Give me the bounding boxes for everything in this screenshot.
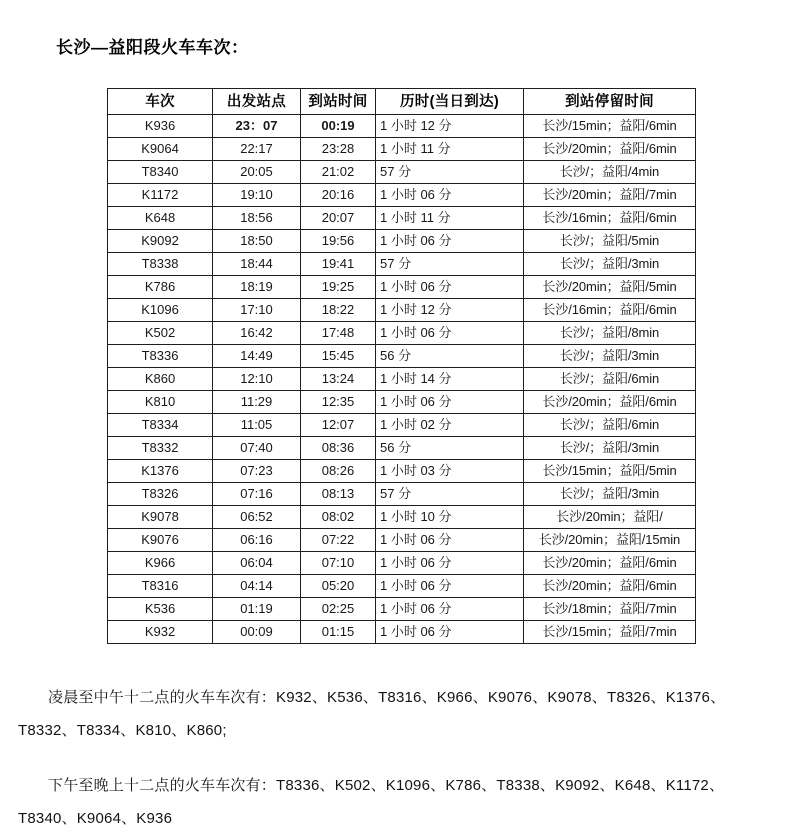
cell-duration: 57 分: [376, 253, 524, 276]
cell-duration: 1 小时 10 分: [376, 506, 524, 529]
cell-stop-duration: 长沙/20min；益阳/6min: [524, 552, 696, 575]
cell-stop-duration: 长沙/20min；益阳/5min: [524, 276, 696, 299]
cell-departure-time: 20:05: [213, 161, 301, 184]
table-row: [108, 322, 696, 345]
table-row: [108, 437, 696, 460]
cell-departure-time: 16:42: [213, 322, 301, 345]
cell-stop-duration: 长沙/20min；益阳/6min: [524, 138, 696, 161]
cell-train-number: T8336: [108, 345, 213, 368]
cell-train-number: T8334: [108, 414, 213, 437]
table-row: [108, 161, 696, 184]
cell-arrival-time: 08:02: [301, 506, 376, 529]
cell-duration: 1 小时 06 分: [376, 276, 524, 299]
cell-train-number: K648: [108, 207, 213, 230]
cell-duration: 1 小时 14 分: [376, 368, 524, 391]
table-row: [108, 368, 696, 391]
cell-departure-time: 01:19: [213, 598, 301, 621]
cell-train-number: K860: [108, 368, 213, 391]
cell-duration: 1 小时 12 分: [376, 115, 524, 138]
cell-duration: 1 小时 06 分: [376, 575, 524, 598]
cell-stop-duration: 长沙/；益阳/3min: [524, 483, 696, 506]
cell-train-number: K9076: [108, 529, 213, 552]
cell-train-number: K936: [108, 115, 213, 138]
cell-arrival-time: 15:45: [301, 345, 376, 368]
cell-departure-time: 07:16: [213, 483, 301, 506]
cell-stop-duration: 长沙/20min；益阳/6min: [524, 575, 696, 598]
cell-train-number: K786: [108, 276, 213, 299]
cell-arrival-time: 05:20: [301, 575, 376, 598]
cell-arrival-time: 08:36: [301, 437, 376, 460]
cell-train-number: K1376: [108, 460, 213, 483]
cell-duration: 1 小时 06 分: [376, 598, 524, 621]
column-header-train-number: 车次: [108, 89, 213, 115]
column-header-arrival-time: 到站时间: [301, 89, 376, 115]
note-evening-trains: 下午至晚上十二点的火车车次有：T8336、K502、K1096、K786、T8338、K9092、K648、K1172、T8340、K9064、K936: [18, 777, 725, 827]
table-row: [108, 207, 696, 230]
cell-departure-time: 14:49: [213, 345, 301, 368]
cell-duration: 56 分: [376, 437, 524, 460]
cell-stop-duration: 长沙/15min；益阳/7min: [524, 621, 696, 644]
table-row: [108, 575, 696, 598]
table-row: [108, 598, 696, 621]
cell-train-number: T8332: [108, 437, 213, 460]
cell-duration: 57 分: [376, 161, 524, 184]
cell-stop-duration: 长沙/；益阳/6min: [524, 368, 696, 391]
cell-duration: 1 小时 12 分: [376, 299, 524, 322]
cell-stop-duration: 长沙/15min；益阳/5min: [524, 460, 696, 483]
cell-stop-duration: 长沙/16min；益阳/6min: [524, 207, 696, 230]
cell-departure-time: 18:50: [213, 230, 301, 253]
cell-train-number: K9092: [108, 230, 213, 253]
cell-stop-duration: 长沙/；益阳/3min: [524, 437, 696, 460]
cell-stop-duration: 长沙/；益阳/3min: [524, 253, 696, 276]
cell-arrival-time: 19:25: [301, 276, 376, 299]
cell-arrival-time: 08:26: [301, 460, 376, 483]
cell-stop-duration: 长沙/16min；益阳/6min: [524, 299, 696, 322]
cell-departure-time: 18:56: [213, 207, 301, 230]
cell-arrival-time: 20:16: [301, 184, 376, 207]
cell-train-number: K9064: [108, 138, 213, 161]
table-row: [108, 138, 696, 161]
cell-arrival-time: 19:41: [301, 253, 376, 276]
cell-train-number: K1172: [108, 184, 213, 207]
cell-stop-duration: 长沙/20min；益阳/6min: [524, 391, 696, 414]
table-body: [108, 115, 696, 644]
cell-train-number: T8340: [108, 161, 213, 184]
table-row: [108, 414, 696, 437]
table-row: [108, 299, 696, 322]
cell-arrival-time: 00:19: [301, 115, 376, 138]
cell-stop-duration: 长沙/；益阳/4min: [524, 161, 696, 184]
cell-train-number: K810: [108, 391, 213, 414]
cell-stop-duration: 长沙/18min；益阳/7min: [524, 598, 696, 621]
table-header-row: [108, 89, 696, 115]
cell-arrival-time: 23:28: [301, 138, 376, 161]
cell-duration: 1 小时 11 分: [376, 207, 524, 230]
table-row: [108, 276, 696, 299]
cell-train-number: T8338: [108, 253, 213, 276]
table-row: [108, 253, 696, 276]
cell-arrival-time: 18:22: [301, 299, 376, 322]
table-row: [108, 529, 696, 552]
cell-stop-duration: 长沙/20min；益阳/15min: [524, 529, 696, 552]
train-schedule-table-container: [107, 88, 695, 644]
cell-arrival-time: 01:15: [301, 621, 376, 644]
cell-departure-time: 06:16: [213, 529, 301, 552]
column-header-departure-time: 出发站点: [213, 89, 301, 115]
cell-arrival-time: 21:02: [301, 161, 376, 184]
column-header-duration: 历时(当日到达): [376, 89, 524, 115]
cell-duration: 1 小时 06 分: [376, 552, 524, 575]
cell-train-number: T8316: [108, 575, 213, 598]
cell-duration: 56 分: [376, 345, 524, 368]
cell-arrival-time: 12:35: [301, 391, 376, 414]
cell-duration: 1 小时 06 分: [376, 621, 524, 644]
table-row: [108, 552, 696, 575]
table-row: [108, 621, 696, 644]
cell-departure-time: 07:40: [213, 437, 301, 460]
cell-duration: 1 小时 06 分: [376, 322, 524, 345]
cell-train-number: K966: [108, 552, 213, 575]
cell-departure-time: 00:09: [213, 621, 301, 644]
cell-departure-time: 07:23: [213, 460, 301, 483]
cell-arrival-time: 20:07: [301, 207, 376, 230]
cell-train-number: K536: [108, 598, 213, 621]
cell-departure-time: 11:29: [213, 391, 301, 414]
cell-departure-time: 19:10: [213, 184, 301, 207]
cell-duration: 1 小时 02 分: [376, 414, 524, 437]
cell-duration: 1 小时 03 分: [376, 460, 524, 483]
cell-train-number: K502: [108, 322, 213, 345]
cell-arrival-time: 19:56: [301, 230, 376, 253]
cell-arrival-time: 02:25: [301, 598, 376, 621]
cell-stop-duration: 长沙/15min；益阳/6min: [524, 115, 696, 138]
cell-train-number: K9078: [108, 506, 213, 529]
cell-arrival-time: 17:48: [301, 322, 376, 345]
cell-stop-duration: 长沙/；益阳/3min: [524, 345, 696, 368]
cell-arrival-time: 13:24: [301, 368, 376, 391]
cell-departure-time: 11:05: [213, 414, 301, 437]
cell-arrival-time: 07:10: [301, 552, 376, 575]
column-header-stop-duration: 到站停留时间: [524, 89, 696, 115]
cell-departure-time: 17:10: [213, 299, 301, 322]
cell-duration: 1 小时 06 分: [376, 529, 524, 552]
cell-departure-time: 18:44: [213, 253, 301, 276]
cell-train-number: T8326: [108, 483, 213, 506]
cell-departure-time: 06:52: [213, 506, 301, 529]
table-row: [108, 483, 696, 506]
cell-duration: 57 分: [376, 483, 524, 506]
cell-train-number: K932: [108, 621, 213, 644]
cell-stop-duration: 长沙/；益阳/5min: [524, 230, 696, 253]
cell-arrival-time: 08:13: [301, 483, 376, 506]
table-row: [108, 184, 696, 207]
cell-duration: 1 小时 06 分: [376, 391, 524, 414]
cell-departure-time: 23：07: [213, 115, 301, 138]
table-row: [108, 345, 696, 368]
table-row: [108, 506, 696, 529]
cell-arrival-time: 07:22: [301, 529, 376, 552]
cell-departure-time: 18:19: [213, 276, 301, 299]
cell-duration: 1 小时 06 分: [376, 184, 524, 207]
table-row: [108, 115, 696, 138]
table-row: [108, 391, 696, 414]
cell-stop-duration: 长沙/20min；益阳/: [524, 506, 696, 529]
train-schedule-table: [107, 88, 696, 644]
cell-duration: 1 小时 11 分: [376, 138, 524, 161]
cell-stop-duration: 长沙/；益阳/6min: [524, 414, 696, 437]
cell-departure-time: 06:04: [213, 552, 301, 575]
cell-departure-time: 04:14: [213, 575, 301, 598]
cell-departure-time: 12:10: [213, 368, 301, 391]
table-row: [108, 460, 696, 483]
note-morning-trains: 凌晨至中午十二点的火车车次有：K932、K536、T8316、K966、K9076、K9078、T8326、K1376、T8332、T8334、K810、K860;: [18, 689, 726, 739]
cell-stop-duration: 长沙/20min；益阳/7min: [524, 184, 696, 207]
table-header: [108, 89, 696, 115]
page-title: 长沙—益阳段火车车次：: [56, 38, 249, 58]
table-row: [108, 230, 696, 253]
cell-train-number: K1096: [108, 299, 213, 322]
cell-departure-time: 22:17: [213, 138, 301, 161]
cell-arrival-time: 12:07: [301, 414, 376, 437]
cell-stop-duration: 长沙/；益阳/8min: [524, 322, 696, 345]
cell-duration: 1 小时 06 分: [376, 230, 524, 253]
